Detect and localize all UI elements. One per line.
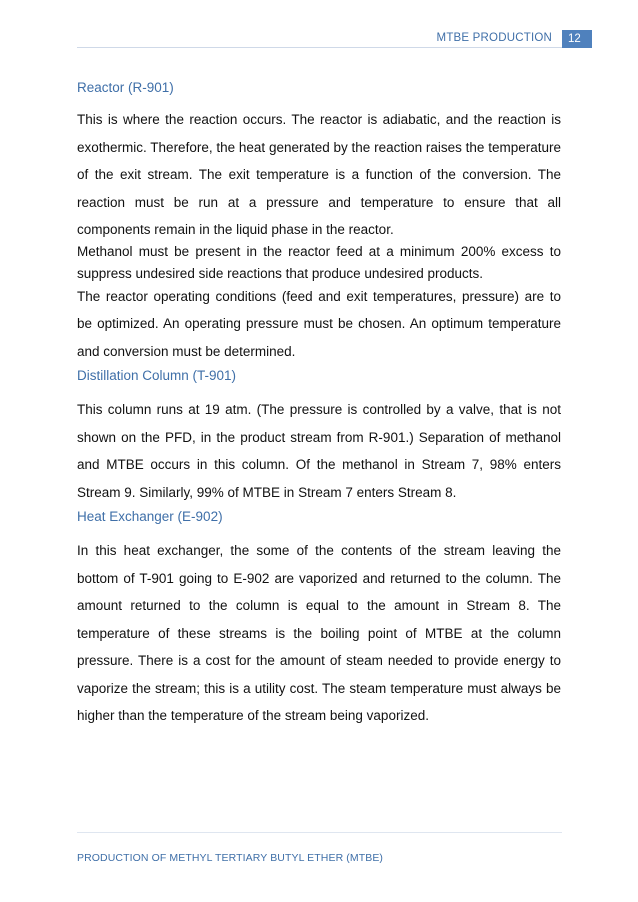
running-header-title: MTBE PRODUCTION xyxy=(436,32,552,44)
section-heading-heat-exchanger: Heat Exchanger (E-902) xyxy=(77,509,223,524)
heat-exchanger-paragraph-1: In this heat exchanger, the some of the contents of the stream leaving the bottom of T-901 going to E-902 are vaporized and returned to the column. The amount returned to the column is equal to the amount in Stream 8. The temperature of these streams is the boiling point of MTBE at the column pressure. There is a cost for the amount of steam needed to provide energy to vaporize the stream; this is a utility cost. The steam temperature must always be higher than the temperature of the stream being vaporized. xyxy=(77,543,561,723)
header-divider xyxy=(77,47,562,48)
footer-divider xyxy=(77,832,562,833)
distillation-paragraph-1: This column runs at 19 atm. (The pressure is controlled by a valve, that is not shown on the PFD, in the product stream from R-901.) Separation of methanol and MTBE occurs in this column. Of the methanol in Stream 7, 98% enters Stream 9. Similarly, 99% of MTBE in Stream 7 enters Stream 8. xyxy=(77,402,561,500)
section-heading-distillation: Distillation Column (T-901) xyxy=(77,368,237,383)
page-body xyxy=(77,78,561,730)
reactor-paragraph-2: Methanol must be present in the reactor feed at a minimum 200% excess to suppress undesired side reactions that produce undesired products. xyxy=(77,243,561,281)
running-footer: PRODUCTION OF METHYL TERTIARY BUTYL ETHER (MTBE) xyxy=(77,852,384,864)
reactor-paragraph-3: The reactor operating conditions (feed and exit temperatures, pressure) are to be optimized. An operating pressure must be chosen. An optimum temperature and conversion must be determined. xyxy=(77,288,561,359)
page-number-badge: 12 xyxy=(562,30,592,48)
reactor-paragraph-1: This is where the reaction occurs. The reactor is adiabatic, and the reaction is exothermic. Therefore, the heat generated by the reaction raises the temperature of the exit stream. The exit temperature is a function of the conversion. The reaction must be run at a pressure and temperature to ensure that all components remain in the liquid phase in the reactor. xyxy=(77,112,561,237)
section-heading-reactor: Reactor (R-901) xyxy=(77,80,174,95)
